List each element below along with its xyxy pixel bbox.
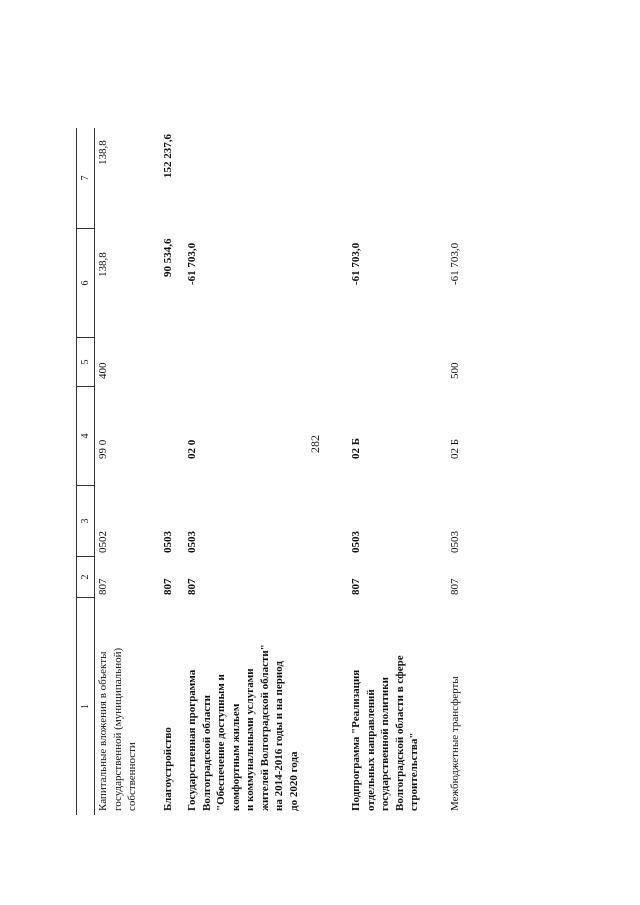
col-3-value: 0503 [162, 531, 174, 553]
header-col-1: 1 [77, 597, 94, 815]
col-7-value: 138,8 [97, 140, 109, 165]
col-6-value: -61 703,0 [350, 242, 362, 285]
header-col-2: 2 [77, 556, 94, 597]
name-line: "Обеспечение доступным и [215, 674, 227, 811]
col-6-value: 90 534,6 [162, 238, 174, 277]
name-line: на 2014-2016 годы и на период [273, 661, 285, 811]
header-col-3: 3 [77, 485, 94, 556]
header-col-7: 7 [80, 175, 91, 181]
name-line: Волгоградской области в сфере [393, 655, 406, 811]
col-4-value: 02 0 [186, 439, 198, 459]
header-col-4: 4 [77, 386, 94, 485]
col-2-value: 807 [186, 578, 198, 595]
name-line: Государственная программа [186, 669, 198, 811]
budget-table [76, 128, 469, 815]
name-line: Межбюджетные трансферты [449, 676, 461, 811]
col-6-value: -61 703,0 [186, 242, 198, 285]
col-3-value: 0503 [350, 531, 362, 553]
row-name [349, 606, 422, 811]
name-line: жителей Волгоградской области" [258, 644, 271, 811]
col-2-value: 807 [162, 578, 174, 595]
col-6-value: 138,8 [97, 252, 109, 277]
col-2-value: 807 [97, 578, 109, 595]
row-name [96, 606, 140, 811]
table-header [76, 128, 95, 815]
name-line: отдельных направлений [364, 689, 377, 811]
header-col-6: 6 [77, 228, 94, 337]
name-line: Волгоградской области [200, 695, 213, 811]
col-3-value: 0503 [186, 531, 198, 553]
name-line: Подпрограмма "Реализация [350, 669, 362, 811]
col-4-value: 02 Б [449, 438, 461, 459]
name-line: Благоустройство [162, 727, 174, 811]
row-name [448, 606, 463, 811]
col-5-value: 500 [449, 362, 461, 379]
col-3-value: 0503 [449, 531, 461, 553]
name-line: строительства" [408, 732, 420, 811]
row-name [185, 606, 301, 811]
name-line: до 2020 года [287, 751, 300, 811]
col-2-value: 807 [449, 578, 461, 595]
name-line: и коммунальными услугами [244, 668, 256, 811]
col-3-value: 0502 [97, 531, 109, 553]
header-col-5: 5 [77, 337, 94, 386]
page-number: 282 [308, 435, 322, 453]
col-4-value: 99 0 [97, 439, 109, 459]
name-line: государственной (муниципальной) [111, 647, 124, 811]
name-line: собственности [126, 742, 138, 811]
col-7-value: 152 237,6 [162, 134, 174, 178]
row-name [161, 606, 176, 811]
name-line: комфортным жильем [229, 703, 242, 811]
col-5-value: 400 [97, 362, 109, 379]
col-2-value: 807 [350, 578, 362, 595]
col-4-value: 02 Б [350, 437, 362, 459]
name-line: Капитальные вложения в объекты [97, 651, 109, 811]
name-line: государственной политики [379, 677, 391, 811]
col-6-value: -61 703,0 [449, 242, 461, 285]
